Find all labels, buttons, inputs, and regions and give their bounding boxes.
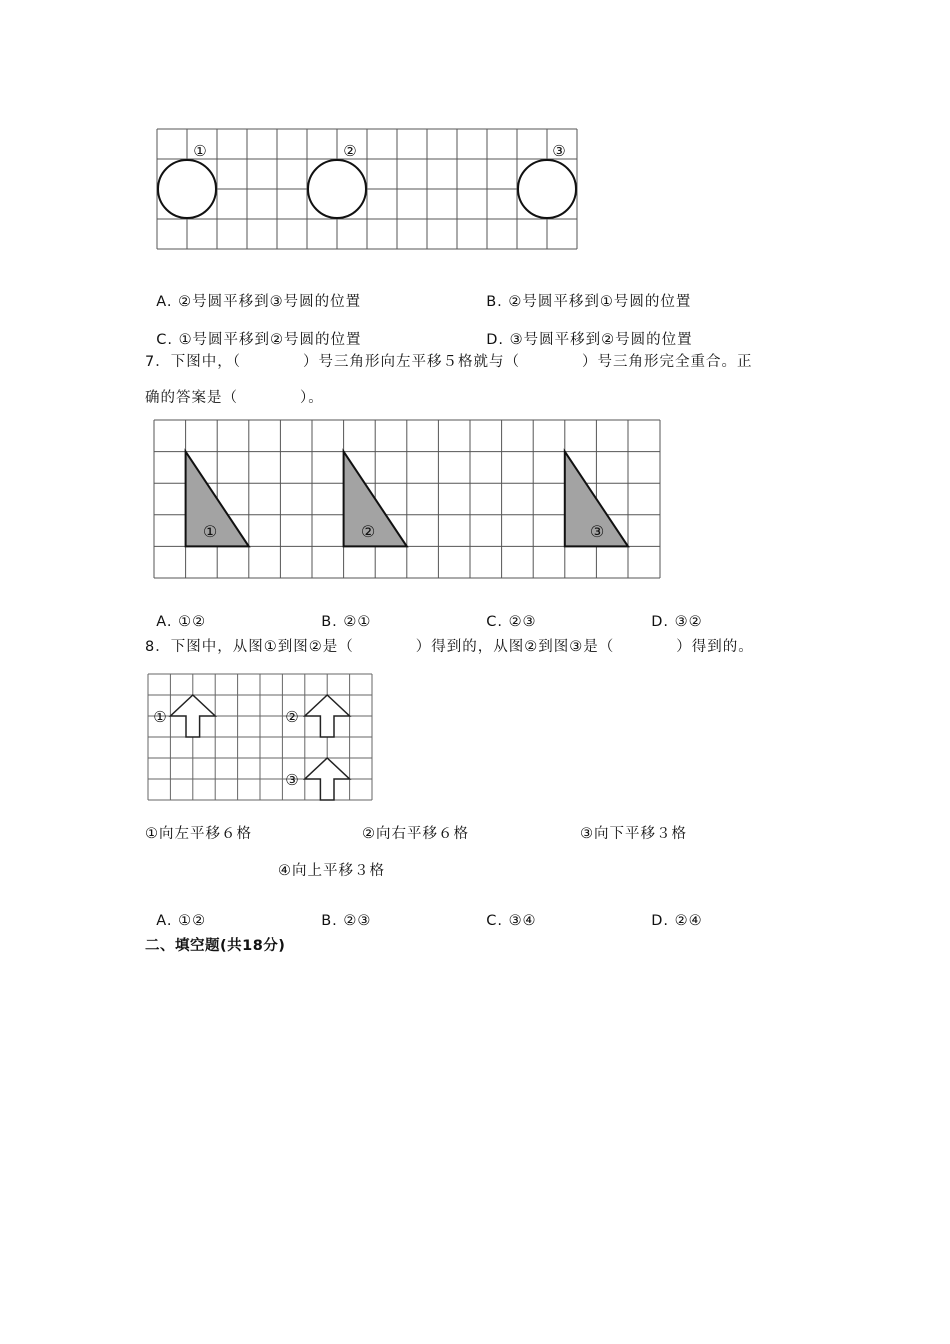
q8-stem-line1: 8．下图中，从图①到图②是（ ）得到的，从图②到图③是（ ）得到的。 <box>145 639 754 655</box>
option-letter: A. <box>156 614 173 630</box>
q7-option-b[interactable] <box>310 598 371 630</box>
option-letter: B. <box>321 913 338 929</box>
option-text: ②③ <box>508 614 537 630</box>
option-text: ②③ <box>343 913 372 929</box>
q8-option-d[interactable] <box>640 897 703 929</box>
q8-option-b[interactable] <box>310 897 371 929</box>
q6-option-d[interactable] <box>475 312 693 349</box>
triangle-label-2: ② <box>360 522 376 541</box>
option-letter: A. <box>156 294 173 310</box>
arrows-grid-figure <box>144 670 376 804</box>
option-letter: B. <box>486 294 503 310</box>
option-letter: B. <box>321 614 338 630</box>
arrow-label-3: ③ <box>285 771 299 789</box>
arrow-3 <box>305 758 350 800</box>
q8-choice-2: ②向右平移６格 <box>362 826 469 842</box>
q8-option-c[interactable] <box>475 897 537 929</box>
option-text: ②号圆平移到③号圆的位置 <box>178 294 362 310</box>
option-letter: D. <box>486 332 504 348</box>
q6-option-b[interactable] <box>475 274 691 311</box>
option-letter: C. <box>156 332 173 348</box>
triangle-label-3: ③ <box>589 522 605 541</box>
option-letter: C. <box>486 614 503 630</box>
circle-3 <box>518 160 576 218</box>
option-text: ①号圆平移到②号圆的位置 <box>178 332 362 348</box>
option-text: ①② <box>178 614 207 630</box>
option-letter: D. <box>651 913 669 929</box>
circles-grid-figure <box>150 122 585 254</box>
section-2-heading: 二、填空题(共18分) <box>145 938 286 954</box>
option-letter: C. <box>486 913 503 929</box>
option-letter: D. <box>651 614 669 630</box>
arrow-label-2: ② <box>285 708 299 726</box>
option-text: ②号圆平移到①号圆的位置 <box>508 294 692 310</box>
q8-choice-3: ③向下平移３格 <box>580 826 687 842</box>
q6-option-c[interactable] <box>145 312 362 349</box>
q8-choice-4: ④向上平移３格 <box>278 863 385 879</box>
q7-option-d[interactable] <box>640 598 703 630</box>
q8-choice-1: ①向左平移６格 <box>145 826 252 842</box>
option-text: ③② <box>674 614 703 630</box>
arrow-2 <box>305 695 350 737</box>
arrow-1 <box>170 695 215 737</box>
circle-1 <box>158 160 216 218</box>
option-text: ③号圆平移到②号圆的位置 <box>509 332 693 348</box>
option-text: ③④ <box>508 913 537 929</box>
option-text: ②① <box>343 614 372 630</box>
circle-label-3: ③ <box>552 142 566 160</box>
circle-2 <box>308 160 366 218</box>
q7-stem-line2: 确的答案是（ ）。 <box>145 390 324 406</box>
q6-option-a[interactable] <box>145 274 361 311</box>
arrow-label-1: ① <box>153 708 167 726</box>
circle-label-2: ② <box>343 142 357 160</box>
triangle-label-1: ① <box>202 522 218 541</box>
q8-option-a[interactable] <box>145 897 206 929</box>
option-text: ②④ <box>674 913 703 929</box>
option-text: ①② <box>178 913 207 929</box>
circle-label-1: ① <box>193 142 207 160</box>
q7-stem-line1: 7．下图中，（ ）号三角形向左平移５格就与（ ）号三角形完全重合。正 <box>145 354 753 370</box>
q7-option-c[interactable] <box>475 598 537 630</box>
q7-option-a[interactable] <box>145 598 206 630</box>
triangles-grid-figure <box>150 416 664 582</box>
option-letter: A. <box>156 913 173 929</box>
